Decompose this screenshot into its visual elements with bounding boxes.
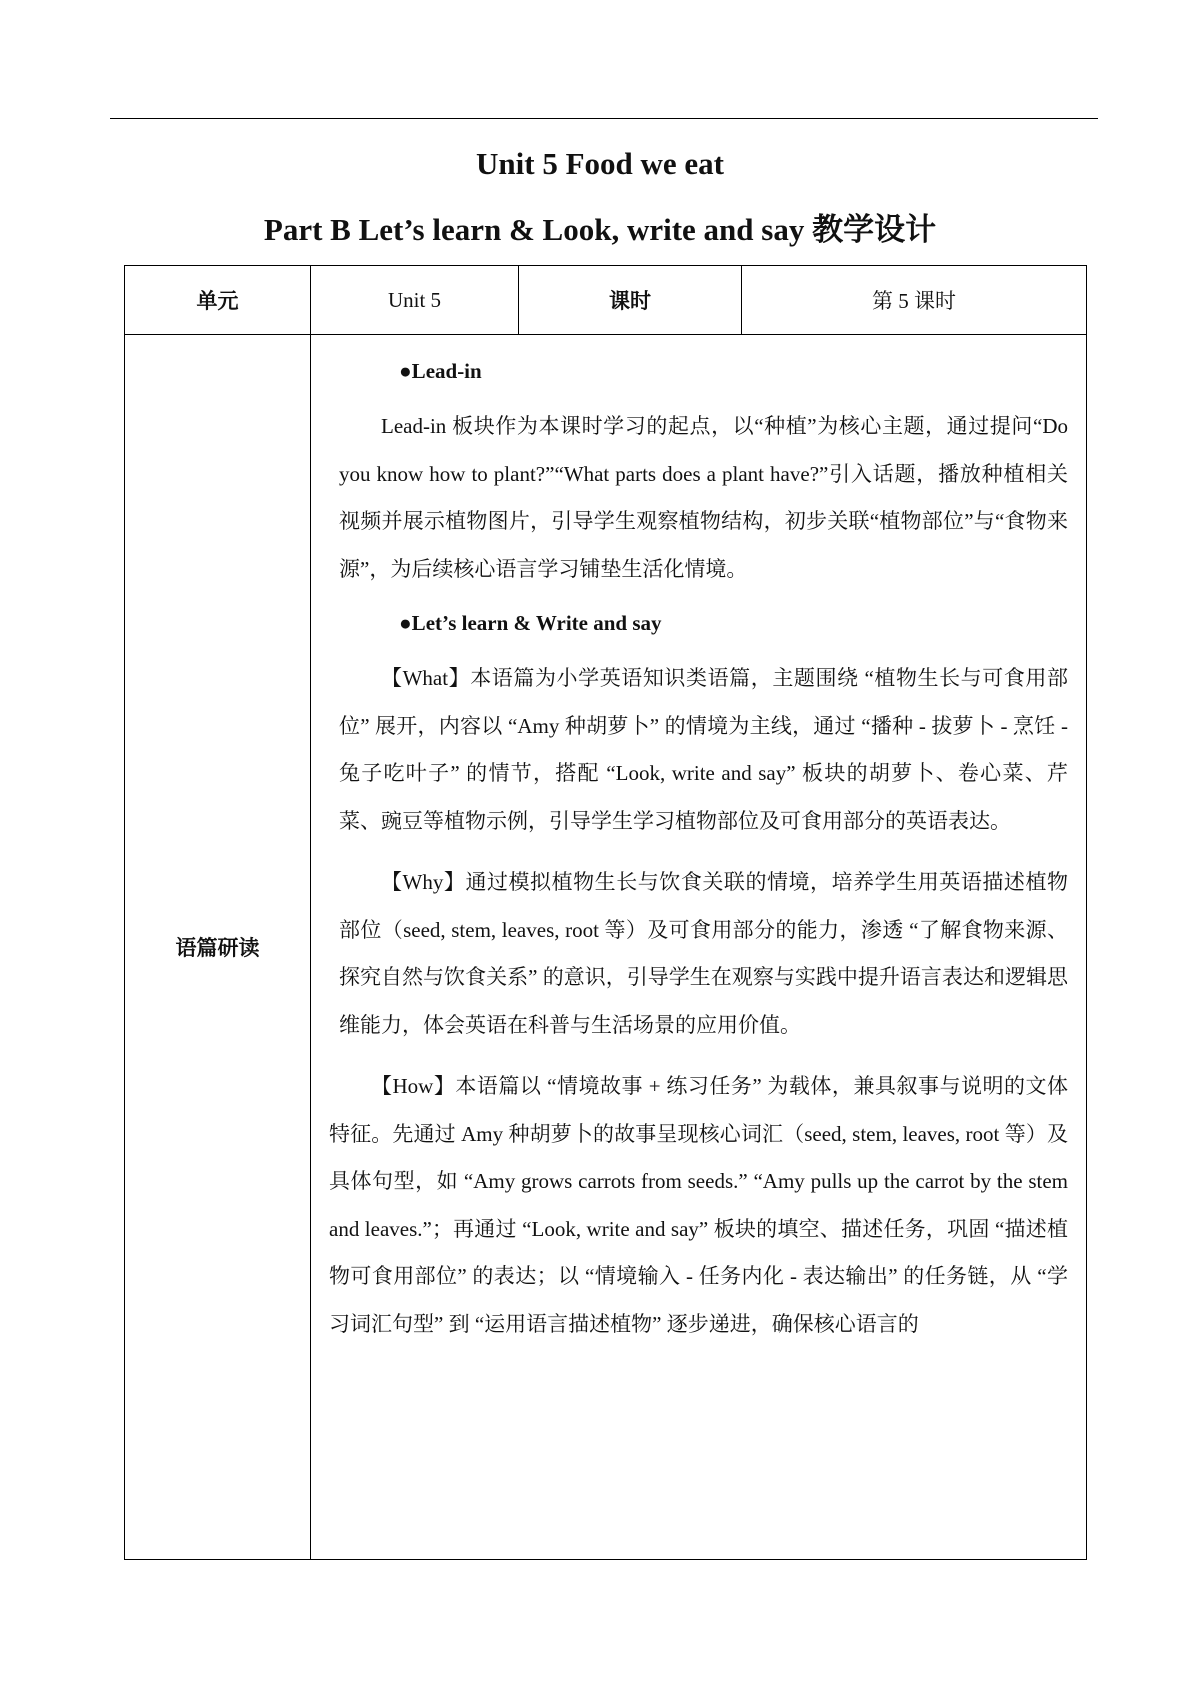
period-label-cell: 课时 (519, 266, 742, 335)
leadin-paragraph: Lead-in 板块作为本课时学习的起点，以“种植”为核心主题，通过提问“Do you know how to plant?”“What parts does a plant have?”引入话题，播放种植相关视频并展示植物图片，引导学生观察植物结构，初步关联“植物部位”与“食物来源”，为后续核心语言学习铺垫生活化情境。 (339, 414, 1068, 581)
document-title: Unit 5 Food we eat (476, 146, 724, 181)
info-row (125, 266, 1087, 335)
section-label-cell: 语篇研读 (125, 335, 311, 1560)
unit-label-cell: 单元 (125, 266, 311, 335)
text-study-row (125, 335, 1087, 1560)
how-paragraph: 【How】本语篇以 “情境故事 + 练习任务” 为载体，兼具叙事与说明的文体特征。先通过 Amy 种胡萝卜的故事呈现核心词汇（seed, stem, leaves, root 等）及具体句型，如 “Amy grows carrots from seeds.” “Amy pulls up the carrot by the stem and leaves.”；再通过 “Look, write and say” 板块的填空、描述任务，巩固 “描述植物可食用部位” 的表达；以 “情境输入 - 任务内化 - 表达输出” 的任务链，从 “学习词汇句型” 到 “运用语言描述植物” 逐步递进，确保核心语言的 (329, 1074, 1068, 1336)
lesson-plan-table (124, 265, 1087, 1560)
leadin-heading: ●Lead-in (399, 359, 482, 383)
period-value-cell: 第 5 课时 (742, 266, 1087, 335)
header-rule (110, 118, 1098, 119)
unit-value-cell: Unit 5 (311, 266, 519, 335)
why-paragraph: 【Why】通过模拟植物生长与饮食关联的情境，培养学生用英语描述植物部位（seed, stem, leaves, root 等）及可食用部分的能力，渗透 “了解食物来源、探究自然与饮食关系” 的意识，引导学生在观察与实践中提升语言表达和逻辑思维能力，体会英语在科普与生活场景的应用价值。 (339, 870, 1068, 1037)
document-subtitle: Part B Let’s learn & Look, write and say 教学设计 (263, 212, 937, 247)
what-paragraph: 【What】本语篇为小学英语知识类语篇，主题围绕 “植物生长与可食用部位” 展开，内容以 “Amy 种胡萝卜” 的情境为主线，通过 “播种 - 拔萝卜 - 烹饪 - 兔子吃叶子” 的情节，搭配 “Look, write and say” 板块的胡萝卜、卷心菜、芹菜、豌豆等植物示例，引导学生学习植物部位及可食用部分的英语表达。 (339, 666, 1068, 833)
learn-heading: ●Let’s learn & Write and say (399, 611, 662, 635)
section-content-cell (311, 335, 1087, 1560)
